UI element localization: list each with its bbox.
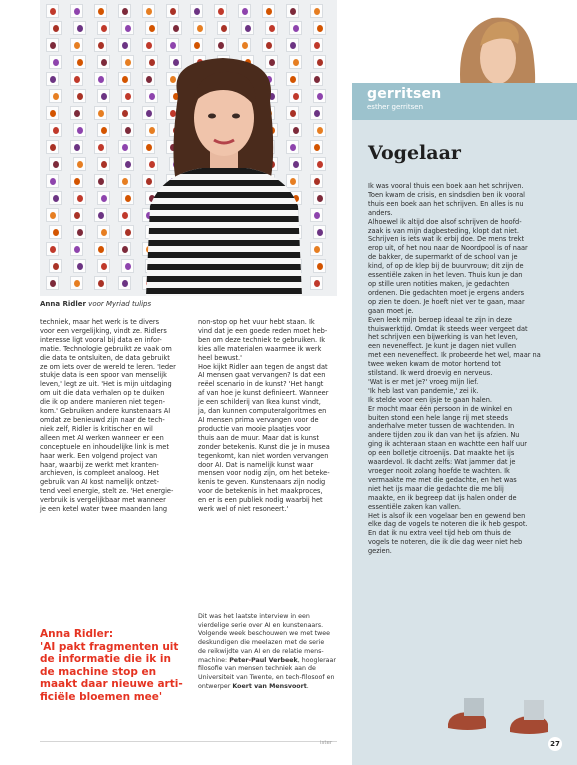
article-line: alleen met AI werken wanneer er een	[40, 433, 164, 442]
tulip-tile	[286, 4, 299, 18]
article-line: je een schilderij van Ikea kunst vindt,	[198, 398, 321, 407]
pull-quote-line: 'AI pakt fragmenten uit	[40, 640, 179, 653]
tulip-tile	[121, 191, 134, 205]
tulip-tile	[310, 72, 323, 86]
tulip-tile	[169, 21, 182, 35]
column-line: op een bolletje citroenijs. Dat maakte het ijs	[368, 449, 515, 458]
article-line: tegenkomt, kan niet worden vervangen	[198, 451, 329, 460]
article-line: niek zelf, Ridler is kritischer en wil	[40, 424, 153, 433]
article-line: AI mensen gaat vervangen? Is dat een	[198, 371, 326, 380]
pull-quote-line: maakt daar nieuwe arti-	[40, 678, 183, 691]
pull-quote	[40, 628, 190, 704]
tulip-tile	[94, 72, 107, 86]
article-line: ze om iets over de wereld te leren. 'Ieder	[40, 362, 176, 371]
article-line: voor een vergelijking, vindt ze. Ridlers	[40, 326, 167, 335]
column-line: waardevol. Ik dacht zelfs: Wat jammer dat je	[368, 458, 516, 467]
column-line: met een neveneffect. Ik probeerde het wel, maar na	[368, 351, 541, 360]
article-line: voor de betekenis in het maakproces,	[198, 487, 323, 496]
tulip-tile	[313, 55, 326, 69]
tulip-tile	[94, 106, 107, 120]
tulip-tile	[241, 21, 254, 35]
column-line: Er mocht maar één persoon in de winkel en	[368, 404, 512, 413]
tulip-tile	[238, 4, 251, 18]
tulip-tile	[166, 4, 179, 18]
column-line: niet het ijs maar die gedachte die me blij	[368, 484, 504, 493]
tulip-tile	[310, 4, 323, 18]
column-line: Even leek mijn beroep ideaal te zijn in deze	[368, 315, 512, 324]
columnist-subheader: esther gerritsen	[367, 103, 424, 111]
tulip-tile	[121, 259, 134, 273]
tulip-tile	[70, 208, 83, 222]
caption-text: voor Myriad tulips	[85, 300, 152, 308]
column-line: de bakker, de supermarkt of de school van je	[368, 253, 518, 262]
tulip-tile	[142, 4, 155, 18]
tulip-tile	[217, 21, 230, 35]
tulip-tile	[73, 191, 86, 205]
column-line: stilstand. Ik werd droevig en nerveus.	[368, 369, 493, 378]
article-line: werk wel of niet resoneert.'	[198, 505, 289, 514]
column-line: vroeger nooit zolang hoefde te wachten. Ik	[368, 467, 510, 475]
tulip-tile	[94, 174, 107, 188]
intro-name-verbeek: Peter-Paul Verbeek	[229, 656, 298, 664]
column-line: kind, of op de klep bij de buurvrouw; dit zijn de	[368, 262, 524, 271]
intro-line: .	[306, 682, 309, 690]
article-line: archieven, is compleet analoog. Het	[40, 469, 160, 478]
tulip-tile	[166, 38, 179, 52]
column-line: thuiswerktijd. Omdat ik steeds weer vergeet dat	[368, 324, 528, 333]
tulip-tile	[310, 106, 323, 120]
intro-line: Universiteit van Twente, en tech-filosoof en	[198, 673, 335, 681]
article-line: techniek, maar het werk is te divers	[40, 318, 160, 326]
tulip-tile	[190, 38, 203, 52]
tulip-tile	[94, 4, 107, 18]
article-line: kom.' Gebruiken andere kunstenaars AI	[40, 407, 171, 416]
tulip-tile	[46, 140, 59, 154]
tulip-tile	[310, 38, 323, 52]
tulip-tile	[313, 123, 326, 137]
column-line: thuis een boek aan het schrijven. En alles is nu	[368, 199, 524, 208]
intro-line: Dit was het laatste interview in een	[198, 613, 310, 620]
tulip-tile	[265, 21, 278, 35]
tulip-tile	[121, 225, 134, 239]
column-line: vermaakte me met die gedachte, en het was	[368, 475, 517, 484]
page-number: 27	[548, 737, 562, 751]
columnist-header: gerritsen	[367, 86, 442, 102]
article-line: verbruik is vergelijkbaar met wanneer	[40, 496, 166, 505]
tulip-tile	[70, 242, 83, 256]
tulip-tile	[49, 55, 62, 69]
tulip-tile	[94, 242, 107, 256]
tulip-tile	[145, 21, 158, 35]
column-line: essentiële zaken kan vallen.	[368, 502, 461, 511]
tulip-tile	[118, 276, 131, 290]
tulip-tile	[46, 38, 59, 52]
column-line: vogels te noteren, die ik die dag weer niet heb	[368, 538, 523, 547]
tulip-tile	[118, 4, 131, 18]
article-line: kenis te geven. Kunstenaars zijn nodig	[198, 478, 326, 487]
tulip-tile	[313, 89, 326, 103]
footer-label: ister	[320, 740, 333, 746]
column-line: anders.	[368, 208, 393, 217]
tulip-tile	[289, 21, 302, 35]
tulip-tile	[97, 191, 110, 205]
tulip-tile	[70, 106, 83, 120]
tulip-tile	[313, 191, 326, 205]
column-line: op stille uren notities maken, je gedachten	[368, 279, 510, 288]
article-line: af van hoe je kunst definieert. Wanneer	[198, 389, 329, 398]
article-line: conceptuele en inhoudelijke link is met	[40, 442, 169, 451]
tulip-tile	[118, 174, 131, 188]
column-line: maakte, en ik begreep dat ijs halen onder de	[368, 493, 517, 502]
tulip-tile	[97, 21, 110, 35]
tulip-tile	[94, 140, 107, 154]
column-line: op zien te doen. Je hoeft niet ver te gaan, maar	[368, 297, 525, 306]
article-line: Hoe kijkt Ridler aan tegen de angst dat	[198, 362, 328, 371]
column-line: buiten stond een hele lange rij met steeds	[368, 413, 509, 422]
article-line: non-stop op het vuur hebt staan. Ik	[198, 318, 315, 326]
tulip-tile	[121, 55, 134, 69]
intro-line: Volgende week beschouwen we met twee	[198, 630, 331, 638]
tulip-tile	[286, 38, 299, 52]
article-line: haar, waarbij ze werkt met kranten-	[40, 460, 159, 469]
pull-quote-line: de informatie die ik in	[40, 653, 171, 666]
tulip-tile	[73, 123, 86, 137]
pull-quote-line: ficiële bloemen mee'	[40, 690, 163, 703]
tulip-tile	[262, 38, 275, 52]
tulip-tile	[49, 89, 62, 103]
tulip-tile	[73, 21, 86, 35]
column-line: erop uit, of het nou naar de Noordpool is of naar	[368, 244, 528, 253]
tulip-tile	[73, 225, 86, 239]
tulip-tile	[46, 276, 59, 290]
article-line: thuis aan de muur. Maar dat is kunst	[198, 433, 319, 442]
series-intro	[198, 613, 336, 691]
column-line: het schrijven een bijwerking is van het leven,	[368, 333, 518, 342]
pull-quote-name: Anna Ridler:	[40, 628, 114, 640]
column-line: Het is alsof ik een vogelaar ben en gewend ben	[368, 511, 526, 520]
column-line: gezien.	[368, 547, 392, 556]
article-line: je een ketel water twee maanden lang	[40, 505, 168, 514]
tulip-tile	[73, 157, 86, 171]
intro-line: filosofie van mensen techniek aan de	[198, 665, 316, 673]
tulip-tile	[94, 38, 107, 52]
tulip-tile	[49, 191, 62, 205]
article-line: reëel scenario in de kunst? 'Het hangt	[198, 380, 324, 389]
column-line: 'Wat is er met je?' vroeg mijn lief.	[368, 377, 479, 386]
column-line: Ik was vooral thuis een boek aan het schrijven.	[368, 182, 524, 190]
column-line: gaan moet je.	[368, 306, 414, 315]
article-line: leven,' legt ze uit. 'Het is mijn uitdaging	[40, 380, 172, 389]
tulip-tile	[70, 276, 83, 290]
intro-line: vierdelige serie over AI en kunstenaars.	[198, 621, 324, 629]
tulip-tile	[94, 208, 107, 222]
tulip-tile	[142, 38, 155, 52]
column-line: twee weken kwam de motor hortend tot	[368, 360, 501, 369]
tulip-tile	[97, 89, 110, 103]
column-line: ging ik achteraan staan en wachtte een half uur	[368, 440, 527, 449]
footer-rule	[40, 741, 337, 742]
column-line: zaak is van mijn dagbesteding, klopt dat niet.	[368, 226, 519, 235]
column-line: Ik stelde voor een ijsje te gaan halen.	[368, 395, 493, 404]
column-line: ordenen. Die gedachten moet je ergens anders	[368, 288, 525, 297]
article-line: heel bewust.'	[198, 353, 242, 362]
column-title: Vogelaar	[368, 142, 461, 164]
tulip-tile	[70, 38, 83, 52]
column-line: andere tijden zou ik dan van het ijs afzien. Nu	[368, 431, 520, 440]
tulip-tile	[73, 259, 86, 273]
tulip-tile	[97, 157, 110, 171]
tulip-tile	[118, 106, 131, 120]
article-line: matie. Technologie gebruikt ze vaak om	[40, 344, 172, 353]
tulip-tile	[73, 55, 86, 69]
tulip-tile	[262, 4, 275, 18]
tulip-tile	[73, 89, 86, 103]
article-line: AI mensen prima vervangen voor de	[198, 415, 319, 424]
article-line: haar werk. Een volgend project van	[40, 451, 158, 460]
column-line: Toen kwam de crisis, en sindsdien ben ik vooral	[368, 190, 526, 199]
tulip-tile	[46, 208, 59, 222]
photo-caption	[40, 300, 151, 308]
tulip-tile	[310, 174, 323, 188]
tulip-tile	[310, 208, 323, 222]
tulip-tile	[49, 21, 62, 35]
tulip-tile	[118, 208, 131, 222]
tulip-tile	[118, 38, 131, 52]
tulip-tile	[94, 276, 107, 290]
tulip-tile	[310, 140, 323, 154]
tulip-tile	[70, 4, 83, 18]
tulip-tile	[70, 174, 83, 188]
article-line: tend veel energie, stelt ze. 'Het energie-	[40, 487, 174, 496]
tulip-tile	[97, 225, 110, 239]
tulip-tile	[70, 140, 83, 154]
tulip-tile	[49, 123, 62, 137]
tulip-tile	[46, 106, 59, 120]
intro-line: de reikwijdte van AI en de relatie mens-	[198, 647, 324, 655]
tulip-tile	[238, 38, 251, 52]
tulip-tile	[46, 4, 59, 18]
portrait-figure	[138, 56, 308, 296]
article-line: mensen voor nodig zijn, om het beteke-	[198, 469, 330, 478]
article-line: die data te ontsluiten, de data gebruikt	[40, 353, 170, 362]
tulip-tile	[97, 123, 110, 137]
article-line: die ik op andere manieren niet tegen-	[40, 398, 166, 407]
tulip-tile	[190, 4, 203, 18]
caption-name: Anna Ridler	[40, 300, 86, 308]
column-line: een neveneffect. Je kunt je dagen niet vullen	[368, 342, 517, 351]
intro-line: machine:	[198, 656, 230, 664]
tulip-tile	[97, 55, 110, 69]
shoes-illustration	[440, 690, 560, 740]
tulip-tile	[310, 242, 323, 256]
article-line: door AI. Dat is namelijk kunst waar	[198, 460, 314, 469]
article-line: productie van mooie plaatjes voor	[198, 424, 311, 433]
pull-quote-line: de machine stop en	[40, 665, 157, 678]
tulip-tile	[313, 225, 326, 239]
intro-line: , hoogleraar	[297, 656, 336, 664]
tulip-tile	[49, 157, 62, 171]
article-line: om uit die data verhalen op te duiken	[40, 389, 165, 398]
tulip-tile	[310, 276, 323, 290]
column-line: essentiële zaken in het leven. Thuis kun je dan	[368, 271, 523, 280]
tulip-tile	[118, 242, 131, 256]
article-line: interesse ligt vooral bij data en infor-	[40, 335, 162, 344]
intro-line: ontwerper	[198, 682, 233, 690]
tulip-tile	[121, 21, 134, 35]
tulip-tile	[118, 140, 131, 154]
tulip-tile	[118, 72, 131, 86]
column-body	[368, 182, 561, 556]
column-line: Schrijven is iets wat ik erbij doe. De mens trekt	[368, 235, 525, 244]
tulip-tile	[70, 72, 83, 86]
tulip-tile	[214, 4, 227, 18]
article-column-left	[40, 318, 188, 514]
tulip-tile	[121, 89, 134, 103]
article-line: kies alle materialen waarmee ik werk	[198, 344, 322, 353]
tulip-tile	[313, 21, 326, 35]
tulip-tile	[121, 123, 134, 137]
article-line: omdat ze benieuwd zijn naar de tech-	[40, 415, 165, 424]
column-line: En dat ik nu extra veel tijd heb om thuis de	[368, 529, 511, 538]
tulip-tile	[46, 72, 59, 86]
article-line: stukje data is een spoor van menselijk	[40, 371, 167, 380]
artist-photo	[40, 0, 337, 296]
article-line: en er is een publiek nodig waarbij het	[198, 496, 323, 505]
column-line: anderhalve meter tussen de wachtenden. In	[368, 422, 515, 431]
tulip-tile	[97, 259, 110, 273]
article-line: ben om deze techniek te gebruiken. Ik	[198, 335, 326, 344]
tulip-tile	[214, 38, 227, 52]
article-line: ja, dan kunnen computeralgoritmes en	[198, 407, 327, 416]
tulip-tile	[46, 242, 59, 256]
tulip-tile	[193, 21, 206, 35]
tulip-tile	[49, 225, 62, 239]
intro-line: deskundigen die meelazen met de serie	[198, 639, 325, 647]
tulip-tile	[313, 157, 326, 171]
article-line: gebruik van AI kost namelijk ontzet-	[40, 478, 159, 487]
tulip-tile	[121, 157, 134, 171]
column-line: 'Ik heb last van pandemie,' zei ik.	[368, 386, 479, 395]
tulip-tile	[49, 259, 62, 273]
column-line: Alhoewel ik altijd doe alsof schrijven de hoofd-	[368, 217, 522, 226]
article-line: vind dat je een goede reden moet heb-	[198, 326, 328, 335]
column-line: elke dag de vogels te noteren die ik heb gespot.	[368, 520, 528, 529]
tulip-tile	[313, 259, 326, 273]
article-column-middle	[198, 318, 336, 514]
intro-name-mensvoort: Koert van Mensvoort	[232, 682, 307, 690]
article-line: zonder betekenis. Kunst die je in musea	[198, 442, 330, 451]
tulip-tile	[46, 174, 59, 188]
